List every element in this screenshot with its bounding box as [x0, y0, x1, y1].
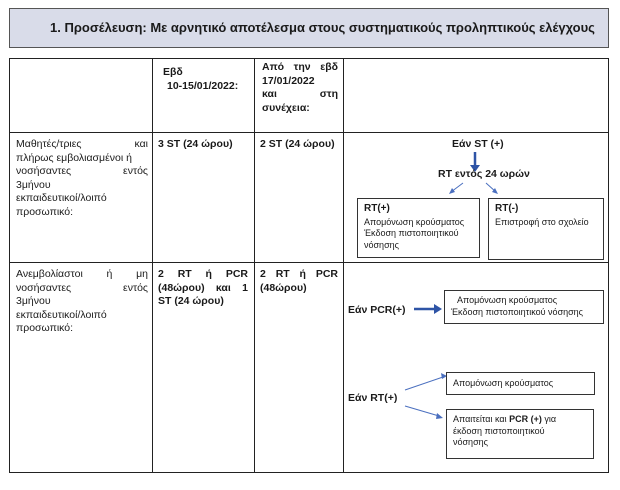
flow-rt-within-24h: RT εντός 24 ωρών	[438, 168, 530, 180]
box-rt-pcr-line	[453, 414, 587, 426]
col-divider	[9, 58, 10, 473]
row1-week1-tests: 3 ST (24 ώρου)	[158, 138, 233, 150]
col-divider	[254, 58, 255, 473]
flow-if-st-positive: Εάν ST (+)	[452, 138, 504, 150]
box-rt-pcr-required	[446, 409, 594, 459]
row2-week1-line: 2 RT ή PCR	[158, 268, 248, 280]
row1-group-line: προσωπικό:	[16, 205, 74, 218]
row2-week1-line: ST (24 ώρου)	[158, 295, 224, 307]
row2-group-line: νοσήσαντες εντός	[16, 281, 148, 294]
col-divider	[608, 58, 609, 473]
box-rt-positive-line: Απομόνωση κρούσματος	[364, 216, 465, 227]
row2-week2-line: 2 RT ή PCR	[260, 268, 338, 280]
header-week1-line: Εβδ	[163, 66, 183, 78]
header-week2-line: και στη	[262, 88, 338, 100]
box-rt-positive-title: RT(+)	[364, 203, 390, 214]
box-pcr-positive-actions	[444, 290, 604, 324]
box-pcr-line: Απομόνωση κρούσματος	[457, 295, 558, 305]
header-week1	[163, 66, 249, 93]
row2-week1-tests	[158, 268, 248, 309]
row1-group-line: νοσήσαντες εντός	[16, 165, 148, 177]
row1-group-line	[16, 138, 148, 152]
box-rt-positive-line: Έκδοση πιστοποιητικού	[364, 228, 459, 238]
box-rt-pcr-bold: PCR (+)	[509, 414, 542, 424]
box-rt-isolation	[446, 372, 595, 395]
row1-group-text: Μαθητές/τριες και	[16, 138, 148, 150]
header-week2-line: συνέχεια:	[262, 101, 310, 114]
box-rt-negative-line: Επιστροφή στο σχολείο	[495, 216, 589, 227]
box-rt-pcr-pre: Απαιτείται και	[453, 414, 507, 424]
section-title: 1. Προσέλευση: Με αρνητικό αποτέλεσμα στους συστηματικούς προληπτικούς ελέγχους	[50, 20, 595, 35]
row2-group-line: Ανεμβολίαστοι ή μη	[16, 268, 148, 280]
row1-group-line: πλήρως εμβολιασμένοι ή	[16, 151, 132, 164]
row1-group-line: 3μήνου	[16, 178, 51, 191]
row2-group-line: προσωπικό:	[16, 322, 74, 334]
row2-group-line: εκπαιδευτικοί/λοιπό	[16, 308, 107, 321]
box-rt-pcr-post: για	[544, 414, 557, 424]
row1-week2-tests: 2 ST (24 ώρου)	[260, 138, 335, 150]
row2-group-label	[16, 268, 148, 336]
box-rt-isolation-text: Απομόνωση κρούσματος	[453, 378, 554, 388]
box-rt-pcr-line: νόσησης	[453, 437, 488, 447]
row2-week2-tests	[260, 268, 338, 295]
header-week2	[262, 61, 338, 115]
section-heading	[9, 8, 609, 48]
row1-group-line: εκπαιδευτικοί/λοιπό	[16, 192, 107, 204]
table-border-bottom	[9, 472, 609, 473]
table-border-top	[9, 58, 609, 59]
flow-if-pcr-positive: Εάν PCR(+)	[348, 304, 406, 316]
header-week1-line: 10-15/01/2022:	[167, 79, 239, 92]
box-rt-negative	[488, 198, 604, 260]
box-rt-positive-line: νόσησης	[364, 239, 399, 250]
box-rt-positive	[357, 198, 480, 258]
row1-group-label	[16, 138, 148, 219]
flow-if-rt-positive: Εάν RT(+)	[348, 392, 398, 404]
box-rt-negative-title: RT(-)	[495, 203, 519, 214]
header-week2-line: 17/01/2022	[262, 74, 315, 87]
row2-week2-line: (48ώρου)	[260, 281, 307, 294]
box-pcr-line: Έκδοση πιστοποιητικού νόσησης	[451, 306, 584, 317]
box-rt-pcr-line: έκδοση πιστοποιητικού	[453, 425, 545, 436]
row2-week1-line: (48ώρου) και 1	[158, 281, 248, 294]
row2-group-line: 3μήνου	[16, 295, 51, 307]
col-divider	[152, 58, 153, 473]
header-week2-line: Από την εβδ	[262, 61, 338, 73]
